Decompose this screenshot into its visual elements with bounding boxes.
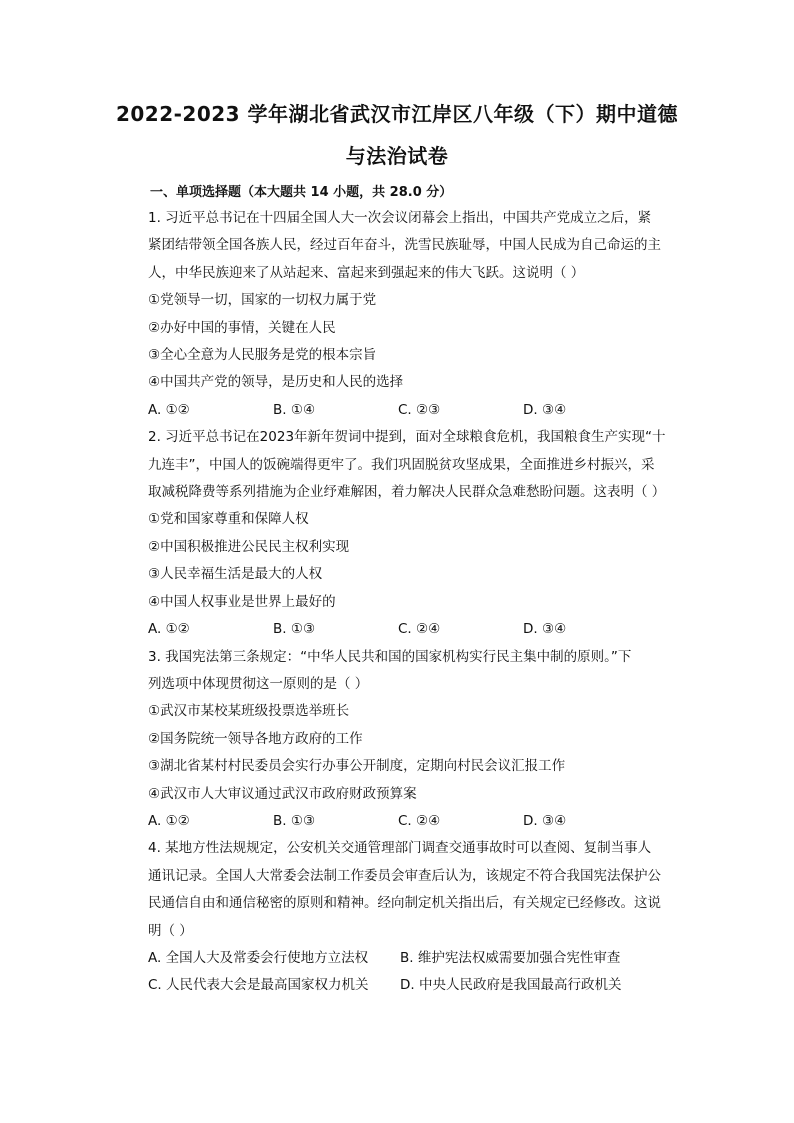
statement-item: ④武汉市人大审议通过武汉市政府财政预算案 (148, 785, 417, 802)
question-stem-line: 4. 某地方性法规规定，公安机关交通管理部门调查交通事故时可以查阅、复制当事人 (148, 840, 652, 857)
option-d: D. ③④ (523, 812, 567, 829)
option-b: B. 维护宪法权威需要加强合宪性审查 (400, 949, 621, 966)
question-stem-line: 明（ ） (148, 922, 193, 939)
statement-item: ③湖北省某村村民委员会实行办事公开制度，定期向村民会议汇报工作 (148, 758, 566, 775)
option-b: B. ①③ (273, 812, 316, 829)
question-stem-line: 3. 我国宪法第三条规定：“中华人民共和国的国家机构实行民主集中制的原则。”下 (148, 648, 632, 665)
question-stem-line: 民通信自由和通信秘密的原则和精神。经向制定机关指出后，有关规定已经修改。这说 (148, 895, 661, 912)
statement-item: ①党领导一切，国家的一切权力属于党 (148, 292, 377, 309)
question-stem-line: 1. 习近平总书记在十四届全国人大一次会议闭幕会上指出，中国共产党成立之后，紧 (148, 210, 652, 226)
question-stem-line: 2. 习近平总书记在2023年新年贺词中提到，面对全球粮食危机，我国粮食生产实现“十 (148, 429, 666, 446)
exam-title-line-2: 与法治试卷 (345, 144, 449, 168)
question-stem-line: 列选项中体现贯彻这一原则的是（ ） (148, 675, 369, 692)
answer-options (148, 808, 658, 835)
answer-options (148, 616, 658, 643)
statement-item: ③人民幸福生活是最大的人权 (148, 566, 323, 583)
question-2 (148, 424, 666, 643)
option-c: C. ②③ (398, 401, 441, 418)
option-b: B. ①③ (273, 621, 316, 638)
statement-item: ②国务院统一领导各地方政府的工作 (148, 730, 363, 747)
option-d: D. ③④ (523, 401, 567, 418)
question-stem-line: 九连丰”，中国人的饭碗端得更牢了。我们巩固脱贫攻坚成果，全面推进乡村振兴，采 (148, 456, 655, 473)
question-stem-line: 人，中华民族迎来了从站起来、富起来到强起来的伟大飞跃。这说明（ ） (148, 264, 585, 281)
answer-options (148, 972, 658, 999)
answer-options (148, 397, 658, 424)
answer-options (148, 945, 658, 972)
statement-item: ②办好中国的事情，关键在人民 (148, 319, 336, 336)
option-a: A. ①② (148, 401, 190, 418)
exam-title-line-1: 2022-2023 学年湖北省武汉市江岸区八年级（下）期中道德 (115, 102, 679, 126)
question-stem-line: 取减税降费等系列措施为企业纾难解困，着力解决人民群众急难愁盼问题。这表明（ ） (148, 484, 666, 501)
question-3 (148, 644, 658, 836)
statement-item: ③全心全意为人民服务是党的根本宗旨 (148, 347, 377, 364)
option-c: C. ②④ (398, 812, 441, 829)
option-c: C. ②④ (398, 621, 441, 638)
question-list (148, 205, 666, 1000)
option-d: D. ③④ (523, 621, 567, 638)
section-heading: 一、单项选择题（本大题共 14 小题，共 28.0 分） (150, 185, 453, 200)
option-b: B. ①④ (273, 401, 316, 418)
statement-item: ①武汉市某校某班级投票选举班长 (148, 703, 350, 720)
question-1 (148, 205, 661, 424)
question-stem-line: 紧团结带领全国各族人民，经过百年奋斗，洗雪民族耻辱，中国人民成为自己命运的主 (148, 237, 661, 254)
statement-item: ④中国共产党的领导，是历史和人民的选择 (148, 374, 404, 391)
option-d: D. 中央人民政府是我国最高行政机关 (400, 977, 622, 994)
statement-item: ②中国积极推进公民民主权利实现 (148, 538, 350, 555)
option-a: A. ①② (148, 621, 190, 638)
option-a: A. 全国人大及常委会行使地方立法权 (148, 949, 369, 966)
question-4 (148, 835, 661, 999)
question-stem-line: 通讯记录。全国人大常委会法制工作委员会审查后认为，该规定不符合我国宪法保护公 (148, 867, 661, 884)
option-c: C. 人民代表大会是最高国家权力机关 (148, 977, 369, 994)
statement-item: ①党和国家尊重和保障人权 (148, 511, 309, 528)
statement-item: ④中国人权事业是世界上最好的 (148, 593, 336, 610)
option-a: A. ①② (148, 812, 190, 829)
